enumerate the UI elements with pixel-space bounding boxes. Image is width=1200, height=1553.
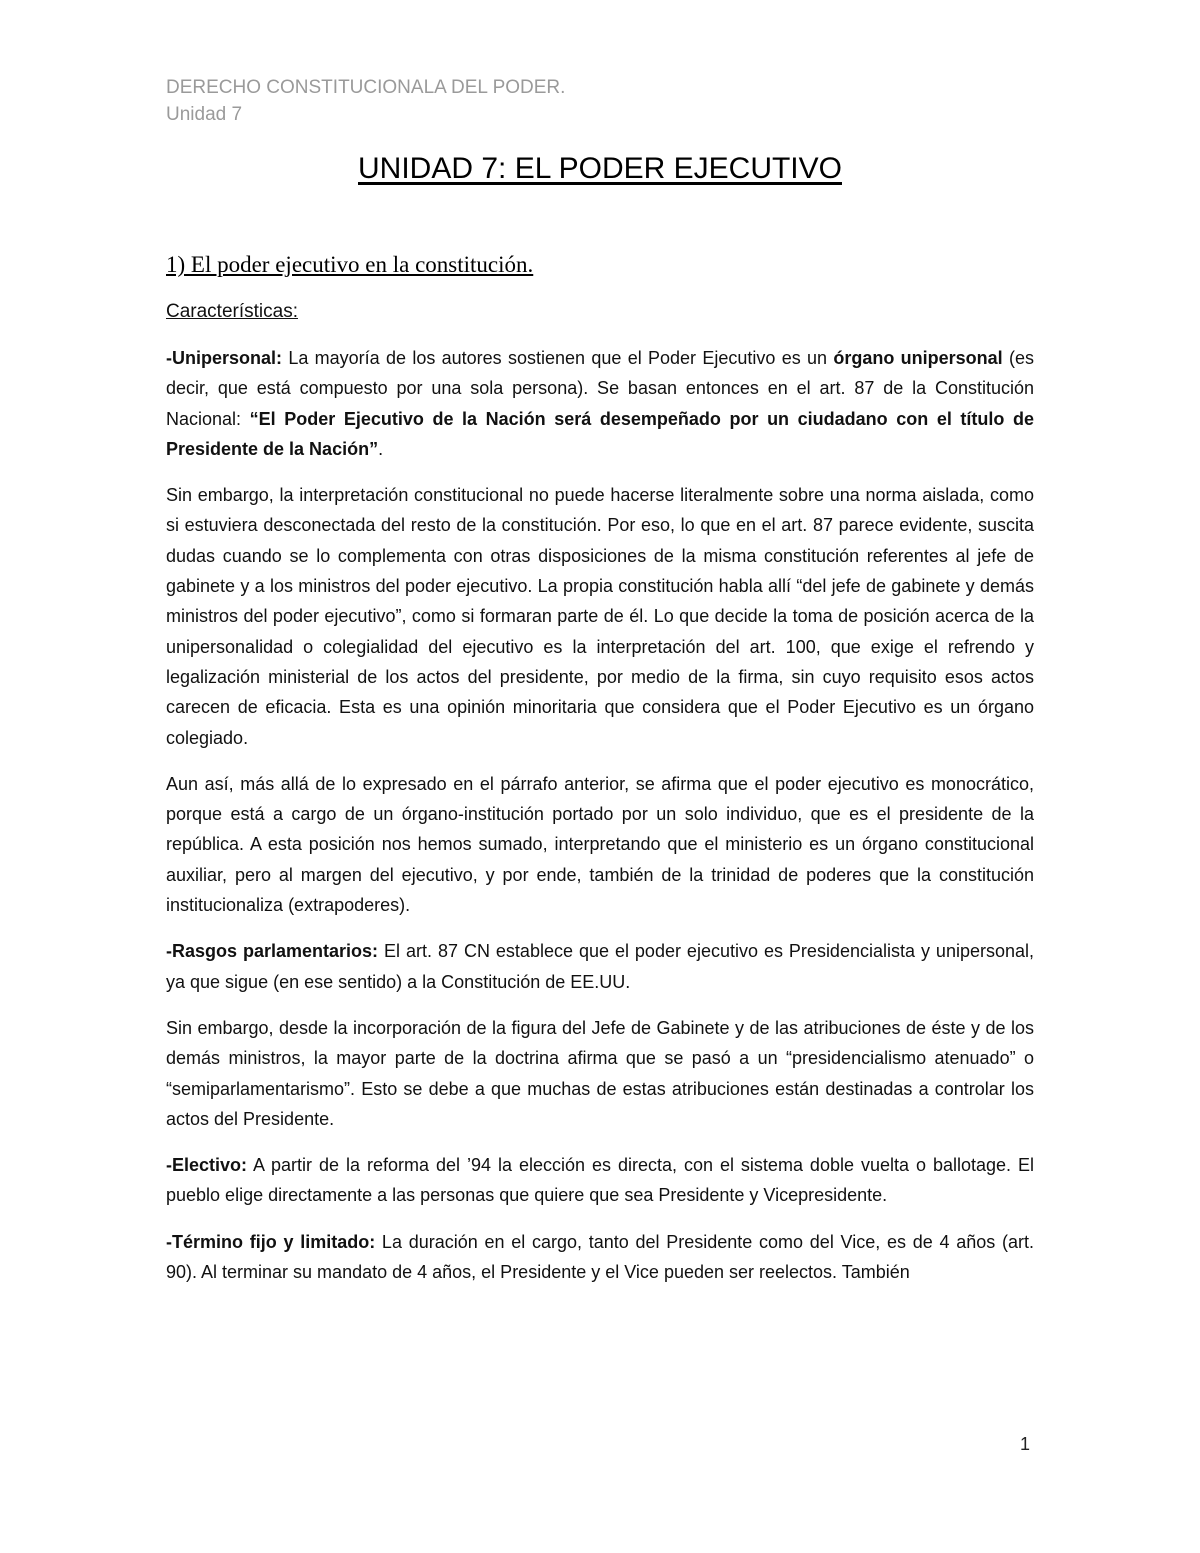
paragraph-fixed-term: -Término fijo y limitado: La duración en el cargo, tanto del Presidente como del Vice, es de 4 años (art. 90). Al terminar su mandato de 4 años, el Presidente y el Vice pueden ser reelectos. También xyxy=(166,1231,1034,1283)
paragraph-parliamentary-traits: -Rasgos parlamentarios: El art. 87 CN establece que el poder ejecutivo es Presidencialista y unipersonal, ya que sigue (en ese sentido) a la Constitución de EE.UU. xyxy=(166,941,1034,992)
paragraph-semiparliamentarism: Sin embargo, desde la incorporación de la figura del Jefe de Gabinete y de las atribuciones de éste y de los demás ministros, la mayor parte de la doctrina afirma que se pasó a un “presidencialismo atenuado” o “semiparlamentarismo”. Esto se debe a que muchas de estas atribuciones están destinadas a controlar los actos del Presidente. xyxy=(166,1017,1034,1129)
paragraph-electivo: -Electivo: A partir de la reforma del ’94 la elección es directa, con el sistema doble vuelta o ballotage. El pueblo elige directamente a las personas que quiere que sea Presidente y Vicepresidente. xyxy=(166,1155,1034,1206)
page-title: UNIDAD 7: EL PODER EJECUTIVO xyxy=(358,152,842,185)
paragraph-monocratic: Aun así, más allá de lo expresado en el párrafo anterior, se afirma que el poder ejecutivo es monocrático, porque está a cargo de un órgano-institución portado por un solo individuo, que es el presidente de la república. A esta posición nos hemos sumado, interpretando que el ministerio es un órgano constitucional auxiliar, pero al margen del ejecutivo, y por ende, también de la trinidad de poderes que la constitución institucionaliza (extrapoderes). xyxy=(166,773,1034,916)
document-header xyxy=(166,74,565,128)
term-electivo: -Electivo: xyxy=(166,1155,248,1176)
paragraph-unipersonal: -Unipersonal: La mayoría de los autores sostienen que el Poder Ejecutivo es un órgano unipersonal (es decir, que está compuesto por una sola persona). Se basan entonces en el art. 87 de la Constitución Nacional: “El Poder Ejecutivo de la Nación será desempeñado por un ciudadano con el título de Presidente de la Nación”. xyxy=(166,348,1035,459)
characteristics-subheading: Características: xyxy=(166,301,298,322)
paragraph-interpretation: Sin embargo, la interpretación constitucional no puede hacerse literalmente sobre una norma aislada, como si estuviera desconectada del resto de la constitución. Por eso, lo que en el art. 87 parece evidente, suscita dudas cuando se lo complementa con otras disposiciones de la misma constitución referentes al jefe de gabinete y a los ministros del poder ejecutivo. La propia constitución habla allí “del jefe de gabinete y demás ministros del poder ejecutivo”, como si formaran parte de él. Lo que decide la toma de posición acerca de la unipersonalidad o colegialidad del ejecutivo es la interpretación del art. 100, que exige el refrendo y legalización ministerial de los actos del presidente, por medio de la firma, sin cuyo requisito esos actos carecen de eficacia. Esta es una opinión minoritaria que considera que el Poder Ejecutivo es un órgano colegiado. xyxy=(166,485,1034,748)
header-unit-label: Unidad 7 xyxy=(166,104,243,125)
term-termino-fijo: -Término fijo y limitado: xyxy=(166,1231,376,1252)
header-course-title: DERECHO CONSTITUCIONALA DEL PODER. xyxy=(166,77,566,98)
document-body xyxy=(166,297,1034,1303)
article-87-quote: “El Poder Ejecutivo de la Nación será desempeñado por un ciudadano con el título de Presidente de la Nación” xyxy=(166,408,1035,459)
section-heading: 1) El poder ejecutivo en la constitución. xyxy=(166,252,534,277)
term-unipersonal: -Unipersonal: xyxy=(166,348,283,368)
term-rasgos-parlamentarios: -Rasgos parlamentarios: xyxy=(166,941,379,962)
page-number: 1 xyxy=(1020,1434,1031,1454)
